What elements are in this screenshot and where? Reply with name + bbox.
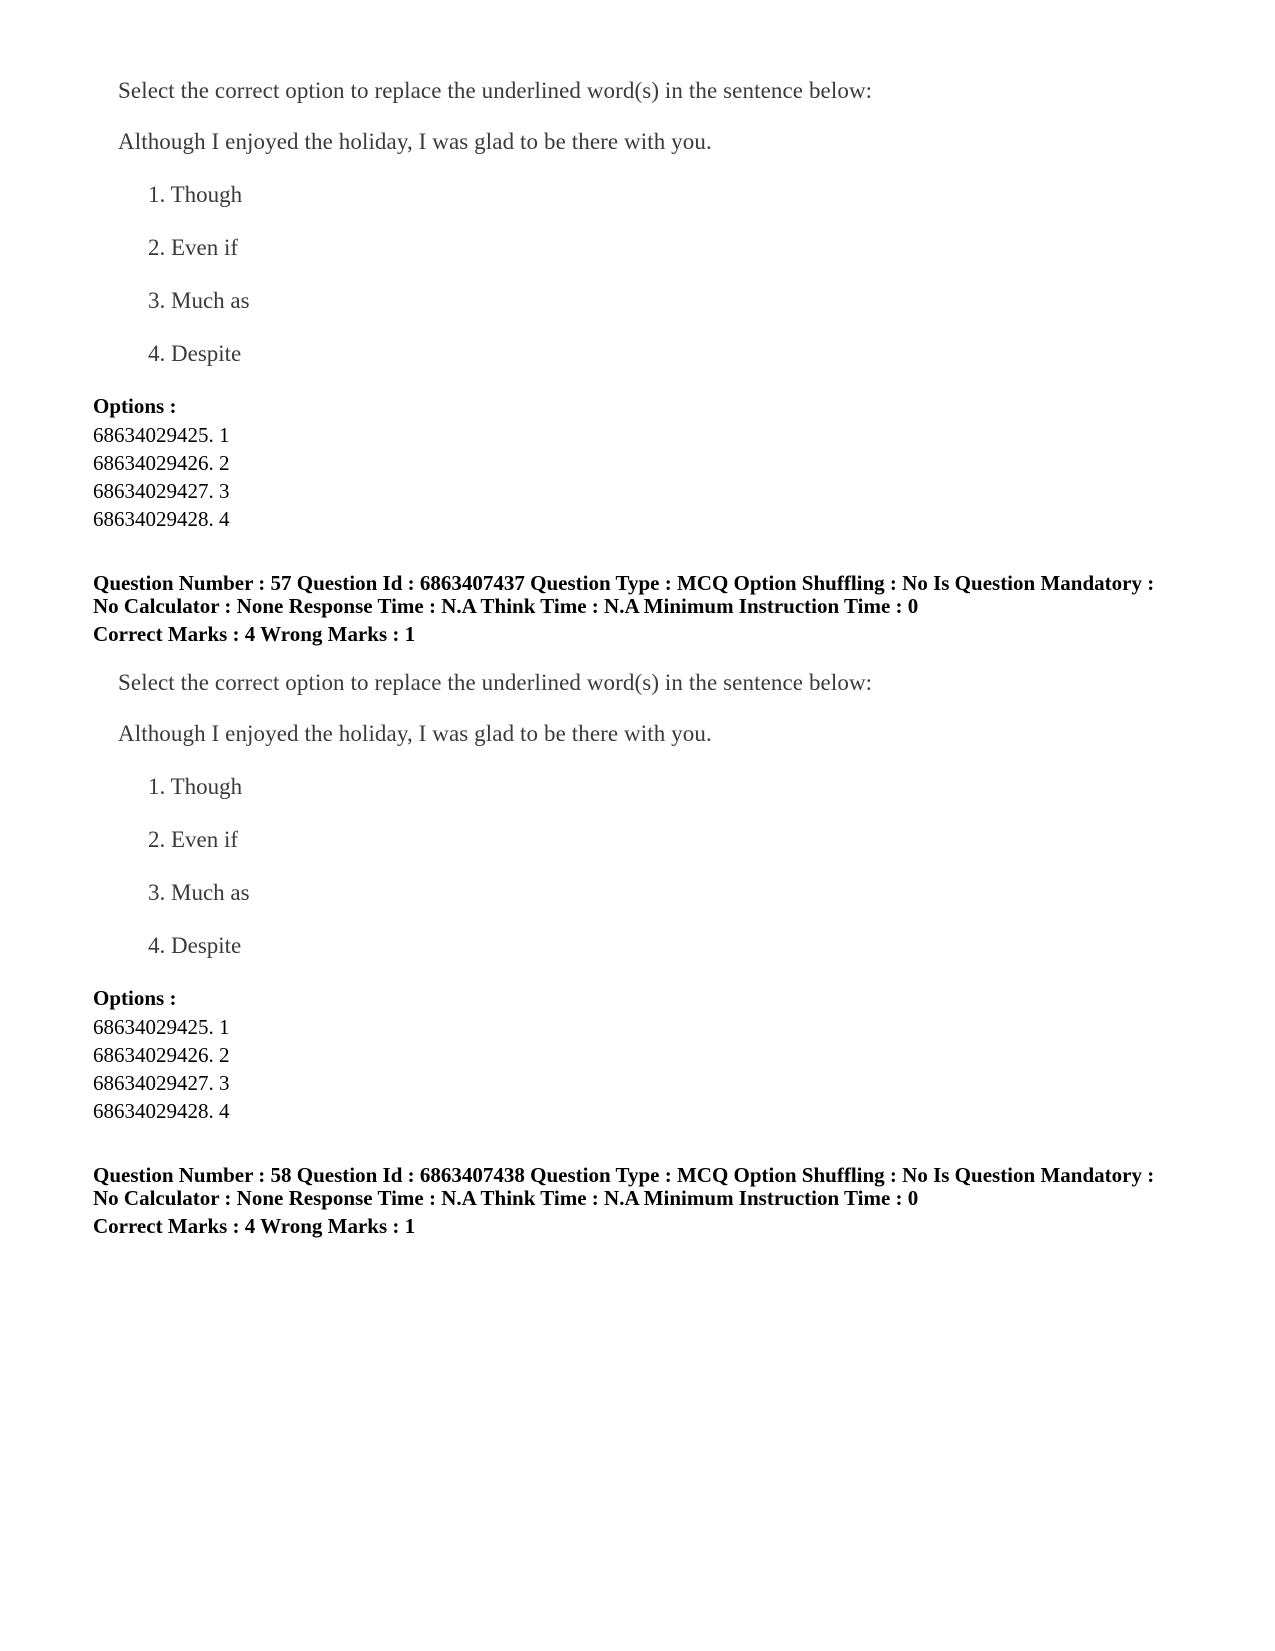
question-choice-4: 4. Despite (148, 933, 242, 958)
option-4: 68634029428. 4 (93, 1099, 230, 1123)
question-choice-4: 4. Despite (148, 341, 242, 366)
option-1: 68634029425. 1 (93, 1015, 230, 1039)
option-2: 68634029426. 2 (93, 451, 230, 475)
question-sentence: Although I enjoyed the holiday, I was glad to be there with you. (118, 129, 712, 154)
options-label: Options : (93, 394, 177, 418)
question-57-meta-2: No Calculator : None Response Time : N.A Think Time : N.A Minimum Instruction Time : 0 (93, 594, 919, 618)
question-58-meta-2: No Calculator : None Response Time : N.A Think Time : N.A Minimum Instruction Time : 0 (93, 1186, 919, 1210)
question-58-marks: Correct Marks : 4 Wrong Marks : 1 (93, 1214, 416, 1238)
option-3: 68634029427. 3 (93, 1071, 230, 1095)
options-label: Options : (93, 986, 177, 1010)
option-4: 68634029428. 4 (93, 507, 230, 531)
option-3: 68634029427. 3 (93, 479, 230, 503)
question-choice-3: 3. Much as (148, 288, 250, 313)
option-1: 68634029425. 1 (93, 423, 230, 447)
question-choice-2: 2. Even if (148, 235, 239, 260)
question-56-image (118, 78, 1018, 378)
question-57-image (118, 670, 1018, 970)
question-58-meta-1: Question Number : 58 Question Id : 6863407438 Question Type : MCQ Option Shuffling : No Is Question Mandatory : (93, 1163, 1155, 1187)
question-choice-3: 3. Much as (148, 880, 250, 905)
question-choice-1: 1. Though (148, 774, 243, 799)
question-57-marks: Correct Marks : 4 Wrong Marks : 1 (93, 622, 416, 646)
question-57-meta-1: Question Number : 57 Question Id : 6863407437 Question Type : MCQ Option Shuffling : No Is Question Mandatory : (93, 571, 1155, 595)
question-choice-2: 2. Even if (148, 827, 239, 852)
question-prompt: Select the correct option to replace the underlined word(s) in the sentence below: (118, 78, 873, 103)
option-2: 68634029426. 2 (93, 1043, 230, 1067)
question-prompt: Select the correct option to replace the underlined word(s) in the sentence below: (118, 670, 873, 695)
question-choice-1: 1. Though (148, 182, 243, 207)
question-sentence: Although I enjoyed the holiday, I was glad to be there with you. (118, 721, 712, 746)
